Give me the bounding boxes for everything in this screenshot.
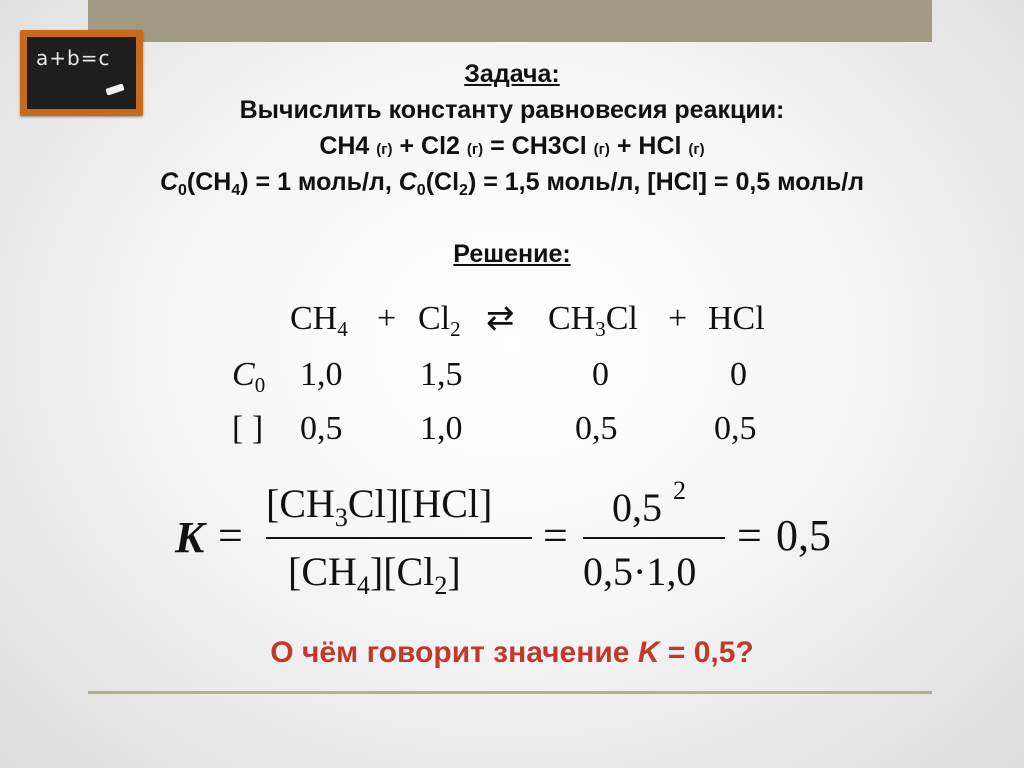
state-gas-4: (г) [688,141,705,158]
k-equals-1: = [218,511,243,560]
k-denominator [288,548,461,600]
den-ch4-sub: 4 [356,571,370,600]
reactant-ch4-sub: 4 [355,132,370,160]
row-eq-ch3cl: 0,5 [575,410,618,447]
k-equals-3: = [737,511,762,560]
cond-ch4-close: ) = 1 моль/л, [240,168,392,196]
fraction-line-1 [266,537,532,539]
k-equals-2: = [543,511,568,560]
state-gas-2: (г) [466,141,484,158]
eq-cl2 [418,300,461,341]
den-cl2-sub: 2 [434,571,448,600]
eq-ch4-sub: 4 [337,317,348,341]
row-c0-symbol: C [232,356,255,393]
num-power: 2 [673,476,686,505]
num-ch3-sub: 3 [334,503,348,532]
cond-hcl: [HCl] = 0,5 моль/л [647,168,865,196]
den-value: 0,5·1,0 [583,549,697,594]
cond-ch4-sub: 4 [231,182,241,199]
eq-plus-2: + [668,300,688,337]
eq-ch4-text: CH [290,300,338,337]
eq-ch3-sub: 3 [595,317,606,341]
cond-cl2-sub: 2 [459,182,468,199]
reactant-cl2: Cl [421,132,447,160]
c0-sub-2: 0 [416,182,426,199]
state-gas-3: (г) [593,141,610,158]
product-hcl: HCl [638,132,682,160]
eq-hcl: HCl [708,300,765,337]
reactant-cl2-sub: 2 [446,132,460,160]
top-accent-bar [88,0,932,42]
question-after: = 0,5? [659,636,754,669]
row-c0-ch4: 1,0 [300,356,343,393]
solution-heading: Решение: [453,240,571,268]
k-numerator [266,480,493,532]
question-before: О чём говорит значение [270,636,638,669]
den-ch4-open: [CH [288,549,357,594]
chalkboard-formula: a+b=c [36,46,111,70]
product-ch3cl-sub: 3 [547,132,562,160]
task-reaction [0,128,1024,164]
cond-ch4-open: (CH [186,168,232,196]
bottom-divider [88,691,932,694]
c0-sub-1: 0 [178,182,187,199]
row-c0-label [232,356,266,397]
eq-ch3cl [548,300,638,341]
num-rest: Cl][HCl] [347,481,493,526]
row-eq-label: [ ] [232,410,264,447]
eq-cl2-sub: 2 [450,317,461,341]
product-ch3cl-cl: Cl [561,132,587,160]
eq-cl2-text: Cl [418,300,451,337]
den-close: ] [447,549,461,594]
row-eq-cl2: 1,0 [420,410,463,447]
c0-symbol-2: C [398,168,417,196]
row-c0-cl2: 1,5 [420,356,463,393]
k-symbol: K [175,513,205,562]
c0-symbol-1: C [159,168,179,196]
task-heading: Задача: [464,60,560,88]
state-gas-1: (г) [376,141,393,158]
row-eq-ch4: 0,5 [300,410,343,447]
k-result: 0,5 [776,511,831,560]
equilibrium-arrow-icon: ⇄ [486,298,515,338]
equals-sign: = [490,132,505,160]
eq-ch3-text: CH [548,300,596,337]
product-ch3cl: CH [511,132,548,160]
plus-1: + [399,132,415,160]
reactant-ch4: CH [319,132,356,160]
task-statement: Вычислить константу равновесия реакции: [239,96,785,124]
row-c0-ch3cl: 0 [592,356,609,393]
cond-cl2-open: (Cl [425,168,460,196]
eq-ch3cl-cl: Cl [605,300,638,337]
fraction-line-2 [583,537,725,539]
row-eq-hcl: 0,5 [714,410,757,447]
den-cl-open: ][Cl [369,549,435,594]
eq-ch4 [290,300,348,341]
row-c0-sub: 0 [254,373,266,397]
cond-cl2-close: ) = 1,5 моль/л, [467,168,641,196]
eq-plus-1: + [377,300,397,337]
row-c0-hcl: 0 [730,356,747,393]
num-ch3-open: [CH [266,481,335,526]
num-value: 0,5 [612,485,662,530]
plus-2: + [616,132,632,160]
task-conditions [0,164,1024,200]
question-text [0,636,1024,670]
task-block [0,56,1024,200]
question-k: K [637,636,660,669]
